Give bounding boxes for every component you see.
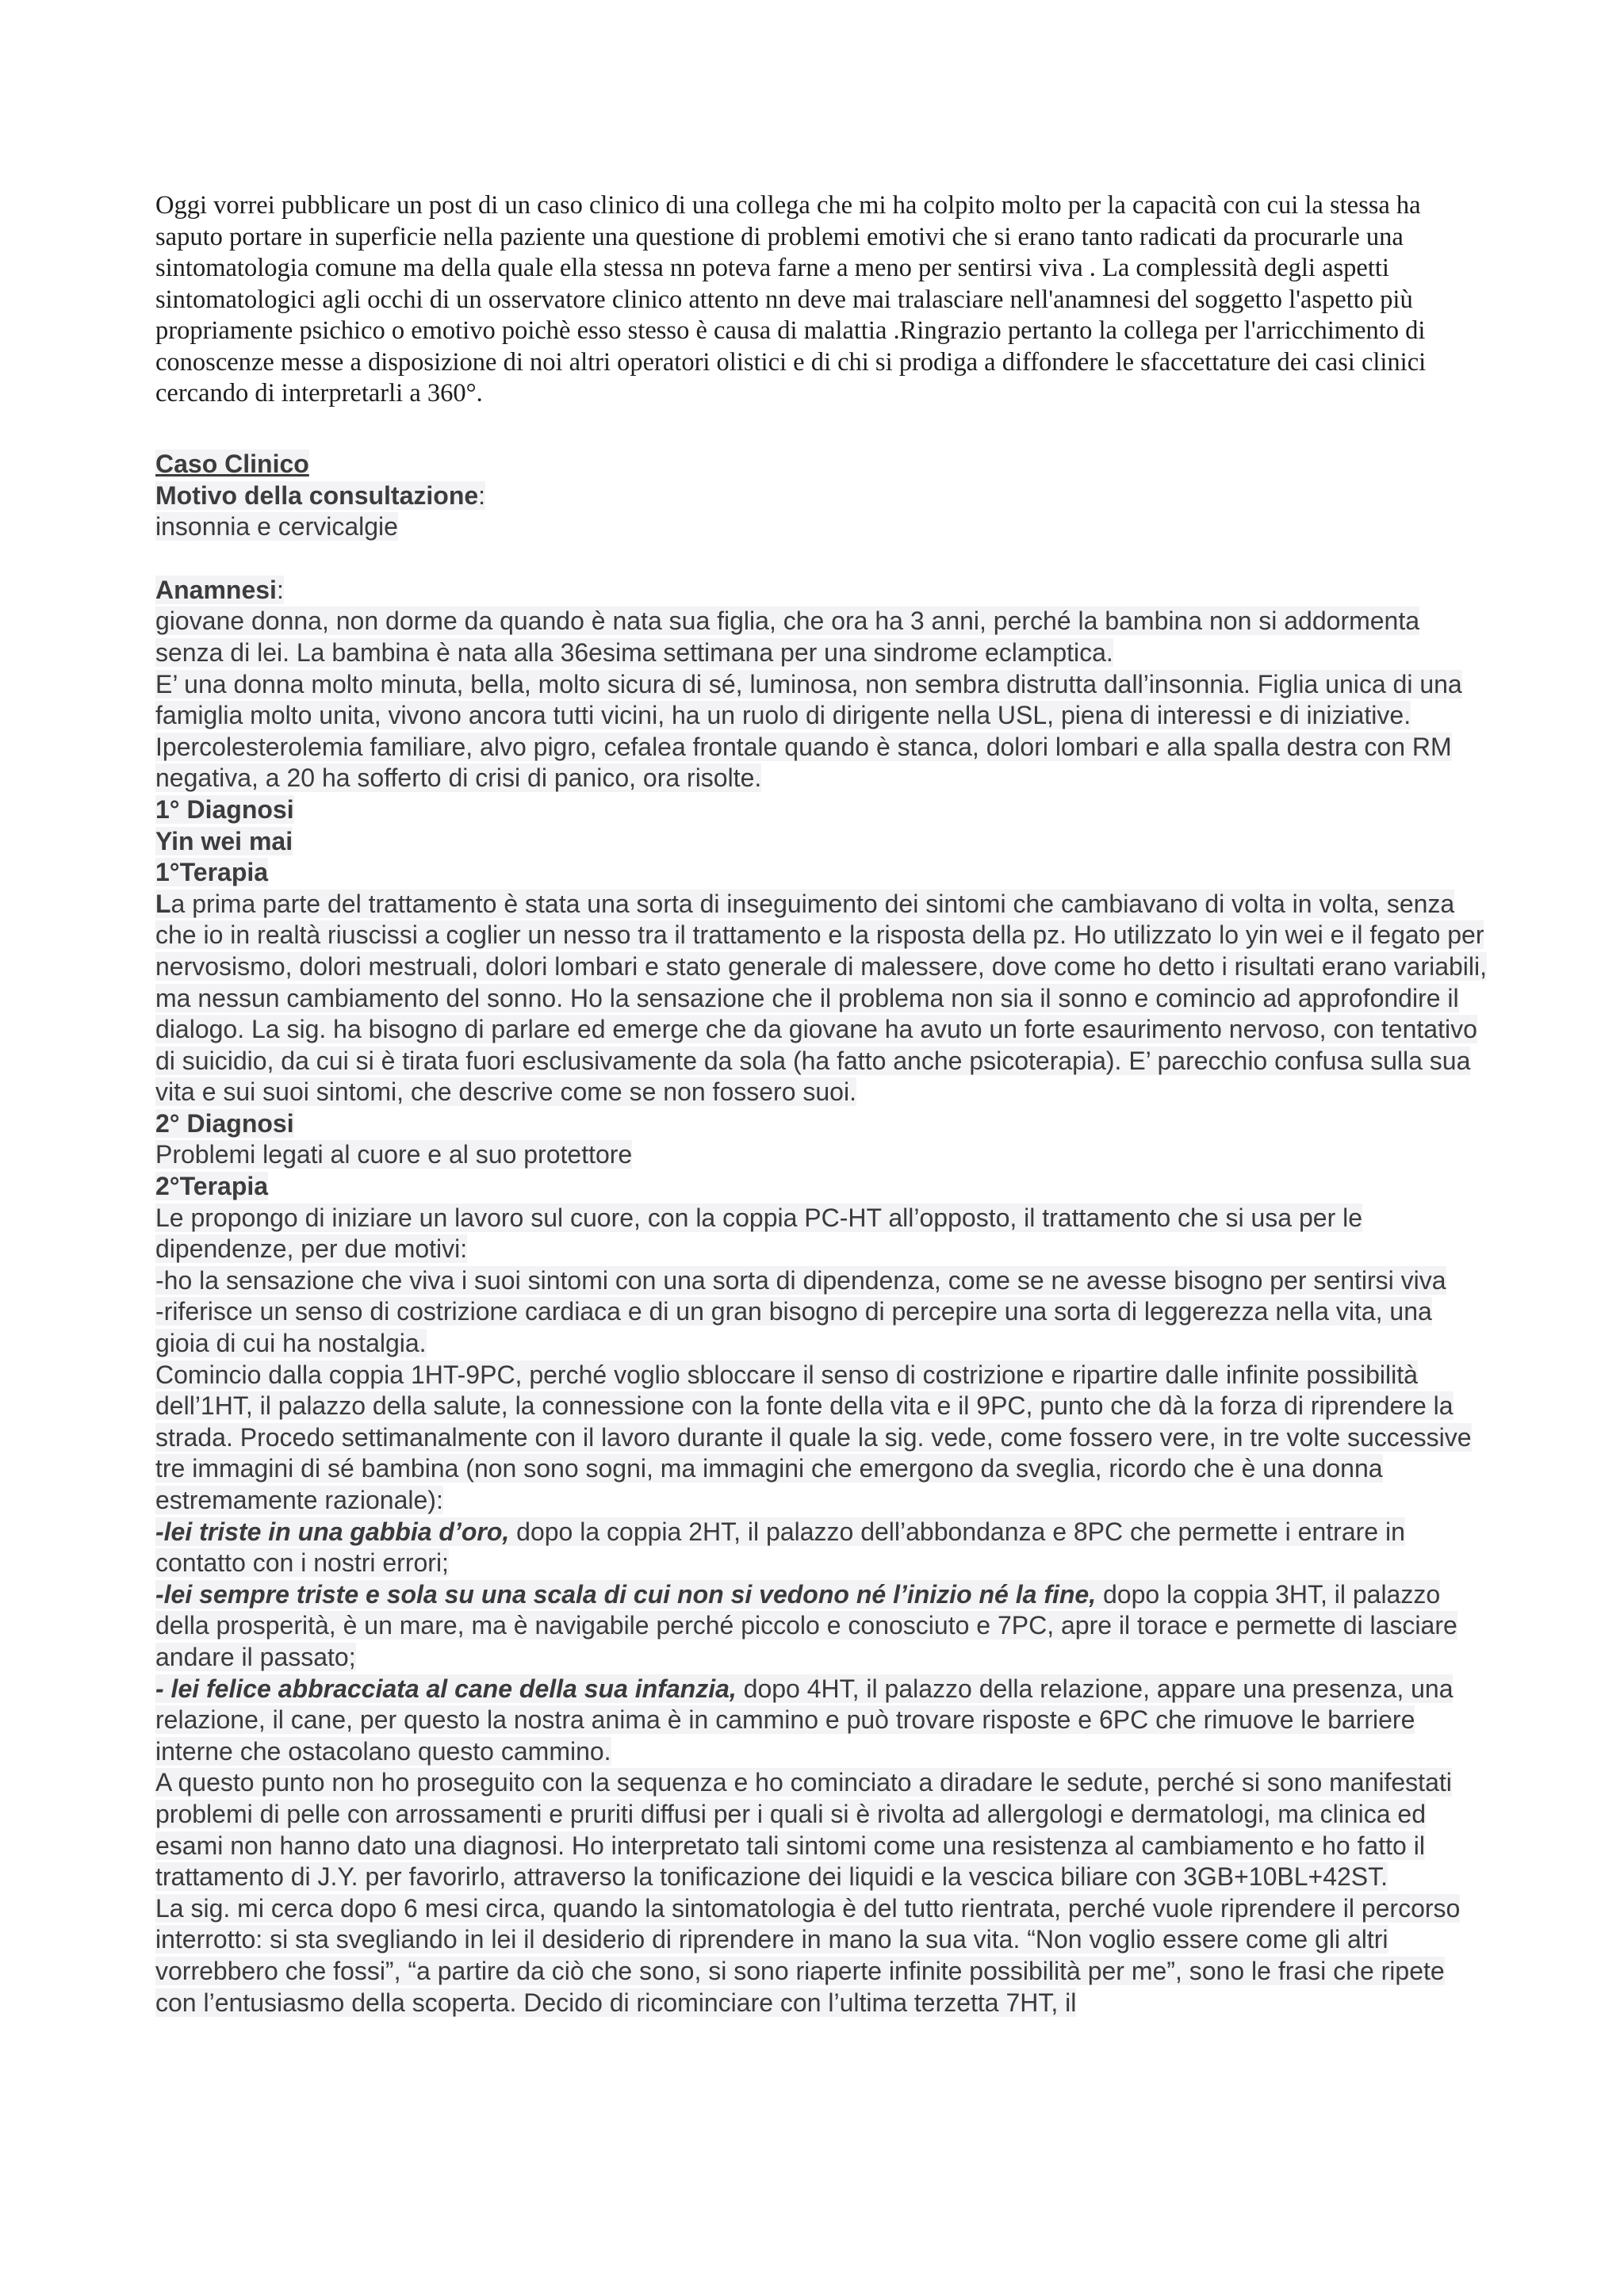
terapia2-label-line xyxy=(155,1171,1488,1203)
after-text-1: A questo punto non ho proseguito con la sequenza e ho cominciato a diradare le sedute, perché si sono manifestati problemi di pelle con arrossamenti e pruriti diffusi per i quali si è rivolta ad allergologi e dermatologi, ma clinica ed esami non hanno dato una diagnosi. Ho interpretato tali sintomi come una resistenza al cambiamento e ho fatto il trattamento di J.Y. per favorirlo, attraverso la tonificazione dei liquidi e la vescica biliare con 3GB+10BL+42ST. xyxy=(155,1768,1452,1892)
terapia2-paragraph-3 xyxy=(155,1296,1488,1359)
terapia2-label: 2°Terapia xyxy=(155,1172,269,1201)
terapia1-label: 1°Terapia xyxy=(155,858,269,887)
motivo-text: insonnia e cervicalgie xyxy=(155,512,398,541)
diagnosi2-label-line xyxy=(155,1108,1488,1140)
anamnesi-line xyxy=(155,575,1488,607)
terapia2-paragraph-1 xyxy=(155,1203,1488,1265)
anamnesi-text-1: giovane donna, non dorme da quando è nata sua figlia, che ora ha 3 anni, perché la bambina non si addormenta senza di lei. La bambina è nata alla 36esima settimana per una sindrome eclamptica. xyxy=(155,607,1420,667)
terapia2-text-4: Comincio dalla coppia 1HT-9PC, perché voglio sbloccare il senso di costrizione e ripartire dalle infinite possibilità dell’1HT, il palazzo della salute, la connessione con la fonte della vita e il 9PC, punto che dà la forza di riprendere la strada. Procedo settimanalmente con il lavoro durante il quale la sig. vede, come fossero vere, in tre volte successive tre immagini di sé bambina (non sono sogni, ma immagini che emergono da sveglia, ricordo che è una donna estremamente razionale): xyxy=(155,1360,1472,1514)
image-1-bold: -lei triste in una gabbia d’oro, xyxy=(155,1517,510,1546)
diagnosi2-text: Problemi legati al cuore e al suo protettore xyxy=(155,1140,633,1169)
motivo-label: Motivo della consultazione xyxy=(155,480,479,510)
image-2-paragraph xyxy=(155,1579,1488,1674)
terapia1-label-line xyxy=(155,857,1488,889)
anamnesi-label: Anamnesi xyxy=(155,575,277,604)
intro-paragraph: Oggi vorrei pubblicare un post di un caso clinico di una collega che mi ha colpito molto per la capacità con cui la stessa ha saputo portare in superficie nella paziente una questione di problemi emotivi che si erano tanto radicati da procurarle una sintomatologia comune ma della quale ella stessa nn poteva farne a meno per sentirsi viva . La complessità degli aspetti sintomatologici agli occhi di un osservatore clinico attento nn deve mai tralasciare nell'anamnesi del soggetto l'aspetto più propriamente psichico o emotivo poichè esso stesso è causa di malattia .Ringrazio pertanto la collega per l'arricchimento di conoscenze messe a disposizione di noi altri operatori olistici e di chi si prodiga a diffondere le sfaccettature dei casi clinici cercando di interpretarli a 360°. xyxy=(155,191,1427,408)
image-1-paragraph xyxy=(155,1517,1488,1579)
after-text-2: La sig. mi cerca dopo 6 mesi circa, quando la sintomatologia è del tutto rientrata, perché vuole riprendere il percorso interrotto: si sta svegliando in lei il desiderio di riprendere in mano la sua vita. “Non voglio essere come gli altri vorrebbero che fossi”, “a partire da ciò che sono, si sono riaperte infinite possibilità per me”, sono le frasi che ripete con l’entusiasmo della scoperta. Decido di ricominciare con l’ultima terzetta 7HT, il xyxy=(155,1893,1461,2017)
diagnosi1-text: Yin wei mai xyxy=(155,826,293,855)
after-paragraph-1 xyxy=(155,1767,1488,1892)
motivo-text-line xyxy=(155,511,1488,543)
anamnesi-text-2: E’ una donna molto minuta, bella, molto sicura di sé, luminosa, non sembra distrutta dall’insonnia. Figlia unica di una famiglia molto unita, vivono ancora tutti vicini, ha un ruolo di dirigente nella USL, piena di interessi e di iniziative. Ipercolesterolemia familiare, alvo pigro, cefalea frontale quando è stanca, dolori lombari e alla spalla destra con RM negativa, a 20 ha sofferto di crisi di panico, ora risolte. xyxy=(155,669,1462,793)
terapia2-text-3: -riferisce un senso di costrizione cardiaca e di un gran bisogno di percepire una sorta di leggerezza nella vita, una gioia di cui ha nostalgia. xyxy=(155,1297,1432,1358)
terapia1-text: a prima parte del trattamento è stata una sorta di inseguimento dei sintomi che cambiavano di volta in volta, senza che io in realtà riuscissi a coglier un nesso tra il trattamento e la risposta della pz. Ho utilizzato lo yin wei e il fegato per nervosismo, dolori mestruali, dolori lombari e stato generale di malessere, dove come ho detto i risultati erano variabili, ma nessun cambiamento del sonno. Ho la sensazione che il problema non sia il sonno e comincio ad approfondire il dialogo. La sig. ha bisogno di parlare ed emerge che da giovane ha avuto un forte esaurimento nervoso, con tentativo di suicidio, da cui si è tirata fuori esclusivamente da sola (ha fatto anche psicoterapia). E’ parecchio confusa sulla sua vita e sui suoi sintomi, che descrive come se non fossero suoi. xyxy=(155,889,1488,1107)
anamnesi-paragraph-2 xyxy=(155,669,1488,794)
case-title: Caso Clinico xyxy=(155,450,309,478)
image-3-bold: - lei felice abbracciata al cane della sua infanzia, xyxy=(155,1674,737,1703)
terapia2-text-1: Le propongo di iniziare un lavoro sul cuore, con la coppia PC-HT all’opposto, il trattamento che si usa per le dipendenze, per due motivi: xyxy=(155,1203,1363,1264)
diagnosi2-text-line xyxy=(155,1139,1488,1171)
image-2-bold: -lei sempre triste e sola su una scala di cui non si vedono né l’inizio né la fine, xyxy=(155,1579,1097,1609)
motivo-colon: : xyxy=(478,480,486,510)
diagnosi1-label: 1° Diagnosi xyxy=(155,794,294,824)
terapia2-text-2: -ho la sensazione che viva i suoi sintomi con una sorta di dipendenza, come se ne avesse bisogno per sentirsi viva xyxy=(155,1265,1446,1295)
anamnesi-paragraph-1 xyxy=(155,606,1488,668)
motivo-line xyxy=(155,480,1488,512)
diagnosi1-text-line xyxy=(155,826,1488,858)
after-paragraph-2 xyxy=(155,1893,1488,2019)
image-2-text: dopo la coppia 3HT, il palazzo della prosperità, è un mare, ma è navigabile perché piccolo e conosciuto e 7PC, apre il torace e permette di lasciare andare il passato; xyxy=(155,1579,1457,1671)
case-title-line xyxy=(155,449,1488,480)
image-1-text: dopo la coppia 2HT, il palazzo dell’abbondanza e 8PC che permette i entrare in contatto con i nostri errori; xyxy=(155,1517,1405,1578)
terapia2-paragraph-4 xyxy=(155,1360,1488,1517)
terapia2-paragraph-2 xyxy=(155,1265,1488,1297)
image-3-text: dopo 4HT, il palazzo della relazione, appare una presenza, una relazione, il cane, per questo la nostra anima è in cammino e può trovare risposte e 6PC che rimuove le barriere interne che ostacolano questo cammino. xyxy=(155,1674,1454,1766)
anamnesi-colon: : xyxy=(276,575,284,604)
case-body xyxy=(155,449,1488,2019)
spacer xyxy=(155,543,1488,575)
terapia1-paragraph xyxy=(155,889,1488,1108)
diagnosi1-label-line xyxy=(155,794,1488,826)
image-3-paragraph xyxy=(155,1674,1488,1768)
diagnosi2-label: 2° Diagnosi xyxy=(155,1108,294,1138)
terapia1-first-letter: L xyxy=(155,889,171,918)
